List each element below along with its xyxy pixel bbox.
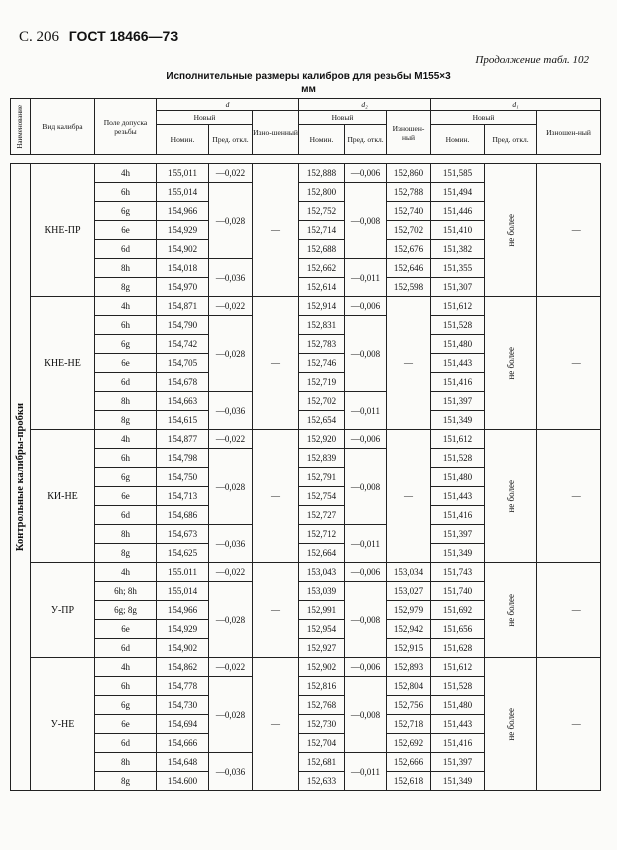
d2-worn: 152,915 [387, 639, 431, 658]
d1-deviation [485, 563, 537, 658]
d-worn: — [253, 430, 299, 563]
d1-nominal: 151,494 [431, 183, 485, 202]
d2-deviation: —0,008 [345, 449, 387, 525]
header-d-pred: Пред. откл. [209, 125, 253, 155]
d1-worn: — [553, 658, 601, 791]
tolerance-field: 6d [95, 506, 157, 525]
tolerance-field: 6d [95, 734, 157, 753]
d2-nominal: 152,754 [299, 487, 345, 506]
d-deviation: —0,022 [209, 563, 253, 582]
d1-nominal: 151,628 [431, 639, 485, 658]
d-nominal: 154,902 [157, 240, 209, 259]
d2-nominal: 153,039 [299, 582, 345, 601]
continuation-note: Продолжение табл. 102 [475, 54, 589, 66]
tolerance-field: 8g [95, 544, 157, 563]
d1-worn-spacer [537, 297, 553, 430]
d1-deviation [485, 297, 537, 430]
page-header [19, 28, 178, 46]
d2-nominal: 152,662 [299, 259, 345, 278]
d2-deviation: —0,006 [345, 297, 387, 316]
d1-nominal: 151,443 [431, 354, 485, 373]
d2-nominal: 152,704 [299, 734, 345, 753]
d1-nominal: 151,528 [431, 316, 485, 335]
d1-nominal: 151,349 [431, 544, 485, 563]
d-nominal: 154,877 [157, 430, 209, 449]
d2-worn: 152,860 [387, 164, 431, 183]
header-d2-nom: Номин. [299, 125, 345, 155]
d1-nominal: 151,528 [431, 449, 485, 468]
d1-worn-spacer [537, 164, 553, 297]
caption-text: Исполнительные размеры калибров для резьбы М155×3 [166, 71, 451, 82]
d1-nominal: 151,585 [431, 164, 485, 183]
d-nominal: 154,750 [157, 468, 209, 487]
d1-nominal: 151,743 [431, 563, 485, 582]
d2-worn: 152,804 [387, 677, 431, 696]
d1-nominal: 151,443 [431, 487, 485, 506]
d1-worn-spacer [537, 430, 553, 563]
header-d-worn: Изно-шенный [253, 111, 299, 155]
d1-deviation [485, 164, 537, 297]
d2-worn: 152,598 [387, 278, 431, 297]
d1-nominal: 151,397 [431, 525, 485, 544]
tolerance-field: 6h [95, 677, 157, 696]
tolerance-field: 6g; 8g [95, 601, 157, 620]
header-d-nom: Номин. [157, 125, 209, 155]
d2-worn: 152,718 [387, 715, 431, 734]
d-deviation: —0,028 [209, 677, 253, 753]
header-field: Поле допуска резьбы [95, 99, 157, 155]
d-deviation: —0,036 [209, 525, 253, 563]
d2-nominal: 152,914 [299, 297, 345, 316]
tolerance-field: 6g [95, 696, 157, 715]
d2-nominal: 152,752 [299, 202, 345, 221]
d1-nominal: 151,355 [431, 259, 485, 278]
d2-nominal: 152,712 [299, 525, 345, 544]
no-more-label: не более [505, 346, 516, 380]
d1-nominal: 151,349 [431, 772, 485, 791]
d-nominal: 154,798 [157, 449, 209, 468]
d-nominal: 154,778 [157, 677, 209, 696]
tolerance-field: 4h [95, 430, 157, 449]
d-nominal: 154,686 [157, 506, 209, 525]
d-nominal: 155,014 [157, 582, 209, 601]
d2-nominal: 152,746 [299, 354, 345, 373]
header-kind: Вид калибра [31, 99, 95, 155]
d-nominal: 154,694 [157, 715, 209, 734]
d2-worn: 152,979 [387, 601, 431, 620]
d-deviation: —0,028 [209, 316, 253, 392]
d1-nominal: 151,656 [431, 620, 485, 639]
tolerance-field: 6h [95, 449, 157, 468]
d-nominal: 154,713 [157, 487, 209, 506]
d2-worn: 152,618 [387, 772, 431, 791]
gauge-kind: У-ПР [31, 563, 95, 658]
d2-nominal: 152,688 [299, 240, 345, 259]
d-deviation: —0,036 [209, 259, 253, 297]
d2-deviation: —0,008 [345, 582, 387, 658]
d2-worn: 152,893 [387, 658, 431, 677]
d1-nominal: 151,397 [431, 753, 485, 772]
d2-nominal: 152,719 [299, 373, 345, 392]
tolerance-field: 6e [95, 715, 157, 734]
d2-nominal: 152,727 [299, 506, 345, 525]
d1-worn-spacer [537, 658, 553, 791]
d2-nominal: 152,902 [299, 658, 345, 677]
d2-nominal: 152,954 [299, 620, 345, 639]
header-d1-pred: Пред. откл. [485, 125, 537, 155]
d1-nominal: 151,307 [431, 278, 485, 297]
tolerance-field: 6e [95, 221, 157, 240]
d-worn: — [253, 164, 299, 297]
d2-nominal: 152,664 [299, 544, 345, 563]
d-deviation: —0,036 [209, 392, 253, 430]
tolerance-field: 6d [95, 639, 157, 658]
d2-worn: 152,942 [387, 620, 431, 639]
d-deviation: —0,028 [209, 449, 253, 525]
d1-nominal: 151,416 [431, 506, 485, 525]
d2-nominal: 152,991 [299, 601, 345, 620]
d-nominal: 154,730 [157, 696, 209, 715]
tolerance-field: 6h; 8h [95, 582, 157, 601]
tolerance-field: 6e [95, 620, 157, 639]
d-deviation: —0,022 [209, 297, 253, 316]
d1-nominal: 151,692 [431, 601, 485, 620]
d2-nominal: 152,888 [299, 164, 345, 183]
header-d1-nom: Номин. [431, 125, 485, 155]
d2-worn: 152,788 [387, 183, 431, 202]
d2-nominal: 152,730 [299, 715, 345, 734]
d1-nominal: 151,382 [431, 240, 485, 259]
d1-worn: — [553, 430, 601, 563]
d1-nominal: 151,397 [431, 392, 485, 411]
table-caption [0, 70, 617, 96]
d2-nominal: 152,839 [299, 449, 345, 468]
d2-nominal: 152,702 [299, 392, 345, 411]
d1-worn: — [553, 297, 601, 430]
tolerance-field: 6d [95, 373, 157, 392]
d2-worn: 152,676 [387, 240, 431, 259]
group-name: Контрольные калибры-пробки [15, 402, 26, 552]
d1-worn: — [553, 164, 601, 297]
d-nominal: 155,014 [157, 183, 209, 202]
no-more-label: не более [505, 593, 516, 627]
header-d-new: Новый [157, 111, 253, 125]
d2-worn: 152,692 [387, 734, 431, 753]
d1-nominal: 151,416 [431, 734, 485, 753]
tolerance-field: 8g [95, 411, 157, 430]
no-more-label: не более [505, 213, 516, 247]
d-nominal: 154.600 [157, 772, 209, 791]
tolerance-field: 8g [95, 772, 157, 791]
d-nominal: 154,902 [157, 639, 209, 658]
caption-unit: мм [301, 84, 316, 95]
header-name: Наименование [11, 99, 31, 155]
header-d1-new: Новый [431, 111, 537, 125]
d-nominal: 154,018 [157, 259, 209, 278]
header-d1-worn: Изношен-ный [537, 111, 601, 155]
d-nominal: 154,966 [157, 601, 209, 620]
d-nominal: 154,666 [157, 734, 209, 753]
header-d: d [157, 99, 299, 111]
d2-nominal: 152,927 [299, 639, 345, 658]
d-nominal: 154,929 [157, 221, 209, 240]
tolerance-field: 6h [95, 316, 157, 335]
d-nominal: 154,970 [157, 278, 209, 297]
d2-deviation: —0,006 [345, 164, 387, 183]
d-nominal: 154,929 [157, 620, 209, 639]
d2-nominal: 152,816 [299, 677, 345, 696]
d-nominal: 154,862 [157, 658, 209, 677]
tolerance-field: 6e [95, 487, 157, 506]
d1-nominal: 151,443 [431, 715, 485, 734]
d2-nominal: 152,800 [299, 183, 345, 202]
d2-deviation: —0,011 [345, 525, 387, 563]
d2-nominal: 152,768 [299, 696, 345, 715]
d-deviation: —0,036 [209, 753, 253, 791]
d1-worn: — [553, 563, 601, 658]
table-row [11, 164, 601, 183]
d2-deviation: —0,008 [345, 183, 387, 259]
tolerance-field: 6g [95, 335, 157, 354]
d2-deviation: —0,006 [345, 430, 387, 449]
tolerance-field: 6g [95, 468, 157, 487]
d-nominal: 154,966 [157, 202, 209, 221]
tolerance-field: 6d [95, 240, 157, 259]
d2-deviation: —0,011 [345, 753, 387, 791]
tolerance-field: 4h [95, 164, 157, 183]
d2-worn: 153,034 [387, 563, 431, 582]
page-label: С. 206 [19, 29, 60, 45]
d1-nominal: 151,612 [431, 430, 485, 449]
d-nominal: 154,705 [157, 354, 209, 373]
gauge-kind: КНЕ-НЕ [31, 297, 95, 430]
gauge-kind: КНЕ-ПР [31, 164, 95, 297]
d-nominal: 154,648 [157, 753, 209, 772]
d-nominal: 154,663 [157, 392, 209, 411]
header-d2: d₂ [299, 99, 431, 111]
tolerance-field: 4h [95, 658, 157, 677]
d-worn: — [253, 297, 299, 430]
d2-nominal: 153,043 [299, 563, 345, 582]
d-nominal: 155.011 [157, 563, 209, 582]
tolerance-field: 8h [95, 392, 157, 411]
table-row [11, 297, 601, 316]
d-nominal: 154,625 [157, 544, 209, 563]
d-worn: — [253, 563, 299, 658]
d2-worn: 152,740 [387, 202, 431, 221]
d2-worn: — [387, 430, 431, 563]
d-nominal: 154,615 [157, 411, 209, 430]
d2-nominal: 152,681 [299, 753, 345, 772]
d1-nominal: 151,480 [431, 468, 485, 487]
d2-nominal: 152,791 [299, 468, 345, 487]
d1-nominal: 151,446 [431, 202, 485, 221]
d1-worn-spacer [537, 563, 553, 658]
d-nominal: 155,011 [157, 164, 209, 183]
header-d2-new: Новый [299, 111, 387, 125]
d1-deviation [485, 430, 537, 563]
d1-nominal: 151,612 [431, 658, 485, 677]
no-more-label: не более [505, 479, 516, 513]
d-nominal: 154,678 [157, 373, 209, 392]
gauge-kind: У-НЕ [31, 658, 95, 791]
d-nominal: 154,742 [157, 335, 209, 354]
header-d2-worn: Изношен-ный [387, 111, 431, 155]
d1-nominal: 151,528 [431, 677, 485, 696]
doc-title: ГОСТ 18466—73 [68, 28, 179, 44]
d-nominal: 154,673 [157, 525, 209, 544]
d2-worn: 152,666 [387, 753, 431, 772]
d1-nominal: 151,740 [431, 582, 485, 601]
d1-nominal: 151,480 [431, 696, 485, 715]
d1-nominal: 151,410 [431, 221, 485, 240]
d-deviation: —0,028 [209, 582, 253, 658]
d1-nominal: 151,416 [431, 373, 485, 392]
d2-deviation: —0,011 [345, 259, 387, 297]
d2-nominal: 152,654 [299, 411, 345, 430]
d2-nominal: 152,831 [299, 316, 345, 335]
gauge-kind: КИ-НЕ [31, 430, 95, 563]
d-nominal: 154,790 [157, 316, 209, 335]
d2-deviation: —0,006 [345, 563, 387, 582]
d2-nominal: 152,614 [299, 278, 345, 297]
header-d1: d₁ [431, 99, 601, 111]
d-deviation: —0,022 [209, 430, 253, 449]
tolerance-field: 8h [95, 259, 157, 278]
d2-nominal: 152,714 [299, 221, 345, 240]
d2-worn: 152,756 [387, 696, 431, 715]
d2-worn: 152,702 [387, 221, 431, 240]
tolerance-field: 8h [95, 753, 157, 772]
d2-deviation: —0,008 [345, 677, 387, 753]
d1-nominal: 151,612 [431, 297, 485, 316]
d1-nominal: 151,349 [431, 411, 485, 430]
group-name-cell [11, 164, 31, 791]
tolerance-field: 4h [95, 563, 157, 582]
d2-worn: 153,027 [387, 582, 431, 601]
d2-worn: 152,646 [387, 259, 431, 278]
tolerance-field: 8h [95, 525, 157, 544]
table-row [11, 658, 601, 677]
d2-nominal: 152,920 [299, 430, 345, 449]
d-worn: — [253, 658, 299, 791]
d2-worn: — [387, 297, 431, 430]
tolerance-field: 4h [95, 297, 157, 316]
d2-deviation: —0,006 [345, 658, 387, 677]
d2-deviation: —0,011 [345, 392, 387, 430]
d-deviation: —0,028 [209, 183, 253, 259]
tolerance-field: 8g [95, 278, 157, 297]
d2-nominal: 152,783 [299, 335, 345, 354]
tolerance-field: 6g [95, 202, 157, 221]
tolerance-field: 6h [95, 183, 157, 202]
table-row [11, 430, 601, 449]
tolerance-field: 6e [95, 354, 157, 373]
d-deviation: —0,022 [209, 658, 253, 677]
table-row [11, 563, 601, 582]
no-more-label: не более [505, 707, 516, 741]
d-nominal: 154,871 [157, 297, 209, 316]
gauge-table [10, 98, 601, 791]
d1-nominal: 151,480 [431, 335, 485, 354]
d-deviation: —0,022 [209, 164, 253, 183]
d2-nominal: 152,633 [299, 772, 345, 791]
header-d2-pred: Пред. откл. [345, 125, 387, 155]
d2-deviation: —0,008 [345, 316, 387, 392]
d1-deviation [485, 658, 537, 791]
